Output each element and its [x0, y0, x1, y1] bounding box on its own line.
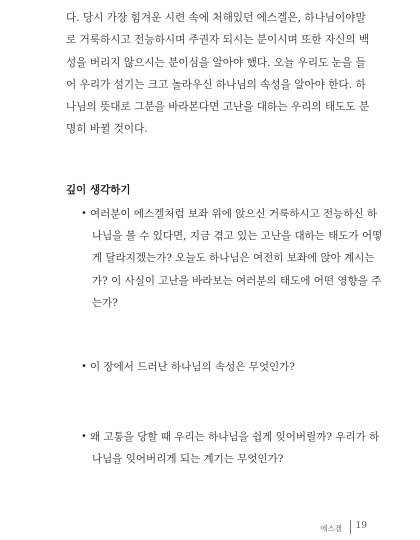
question-line: 는가? [92, 296, 118, 309]
question-line: 가? 이 사실이 고난을 바라보는 여러분의 태도에 어떤 영향을 주 [92, 274, 382, 287]
intro-line: 나님의 뜻대로 그분을 바라본다면 고난을 대하는 우리의 태도도 분 [66, 101, 370, 114]
bullet-icon: • [81, 431, 87, 442]
question-line: 게 달라지겠는가? 오늘도 하나님은 여전히 보좌에 앉아 계시는 [92, 252, 375, 265]
page-footer [300, 520, 380, 536]
bullet-icon: • [81, 361, 87, 372]
bullet-icon: • [81, 208, 87, 219]
question-line: 여러분이 에스겔처럼 보좌 위에 앉으신 거룩하시고 전능하신 하 [90, 208, 378, 220]
question-line: 이 장에서 드러난 하나님의 속성은 무엇인가? [90, 361, 295, 373]
page-number: 19 [355, 521, 367, 531]
intro-line: 어 우리가 섬기는 크고 놀라우신 하나님의 속성을 알아야 한다. 하 [66, 78, 366, 91]
running-footer-title: 에스겔 [320, 524, 342, 533]
section-title: 깊이 생각하기 [66, 184, 131, 196]
intro-paragraph [66, 7, 378, 141]
question-line: 나님을 잊어버리게 되는 계기는 무엇인가? [92, 453, 284, 466]
intro-line: 성을 버리지 않으시는 분이심을 알아야 했다. 오늘 우리도 눈을 들 [66, 56, 366, 69]
question-line: 나님을 볼 수 있다면, 지금 겪고 있는 고난을 대하는 태도가 어떻 [92, 230, 383, 243]
intro-line: 명히 바뀔 것이다. [66, 123, 148, 136]
question-line: 왜 고통을 당할 때 우리는 하나님을 쉽게 잊어버릴까? 우리가 하 [90, 431, 380, 443]
footer-divider [350, 520, 351, 534]
intro-line: 로 거룩하시고 전능하시며 주권자 되시는 분이시며 또한 자신의 백 [66, 34, 370, 47]
intro-line: 다. 당시 가장 힘겨운 시련 속에 처해있던 에스겔은, 하나님이야말 [66, 12, 366, 24]
